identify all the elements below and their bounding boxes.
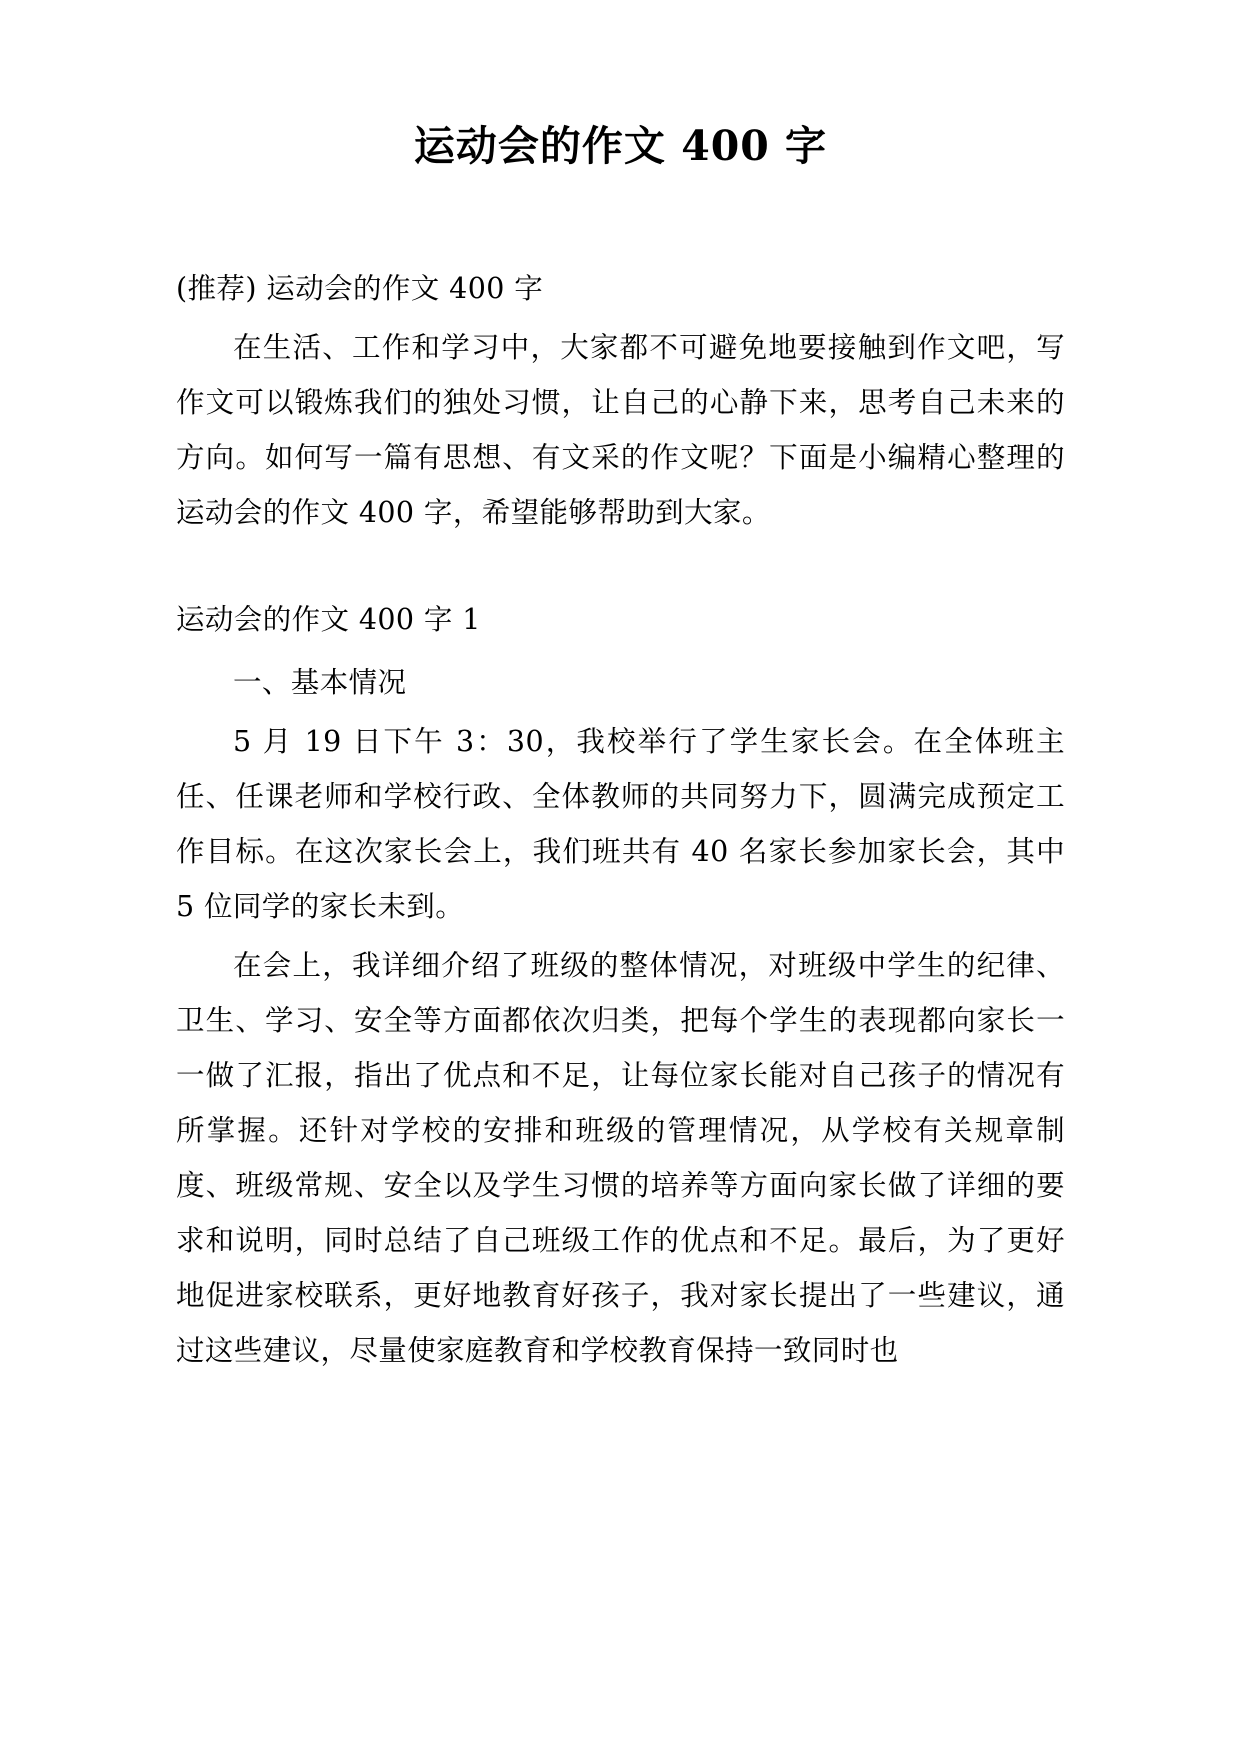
intro-paragraph: 在生活、工作和学习中，大家都不可避免地要接触到作文吧，写作文可以锻炼我们的独处习惯，让自己的心静下来，思考自己未来的方向。如何写一篇有思想、有文采的作文呢？下面是小编精心整理的运动会的作文 400 字，希望能够帮助到大家。: [176, 331, 1065, 530]
body-paragraph-2: 在会上，我详细介绍了班级的整体情况，对班级中学生的纪律、卫生、学习、安全等方面都依次归类，把每个学生的表现都向家长一一做了汇报，指出了优点和不足，让每位家长能对自己孩子的情况有所掌握。还针对学校的安排和班级的管理情况，从学校有关规章制度、班级常规、安全以及学生习惯的培养等方面向家长做了详细的要求和说明，同时总结了自己班级工作的优点和不足。最后，为了更好地促进家校联系，更好地教育好孩子，我对家长提出了一些建议，通过这些建议，尽量使家庭教育和学校教育保持一致同时也: [176, 949, 1065, 1368]
section-heading-1: 运动会的作文 400 字 1: [176, 603, 481, 637]
page-title: 运动会的作文 400 字: [413, 122, 828, 170]
body-paragraph-1: 5 月 19 日下午 3：30，我校举行了学生家长会。在全体班主任、任课老师和学校行政、全体教师的共同努力下，圆满完成预定工作目标。在这次家长会上，我们班共有 40 名家长参加家长会，其中 5 位同学的家长未到。: [176, 725, 1065, 924]
subtitle-line: (推荐) 运动会的作文 400 字: [176, 272, 544, 306]
subsection-heading-1: 一、基本情况: [233, 666, 407, 700]
